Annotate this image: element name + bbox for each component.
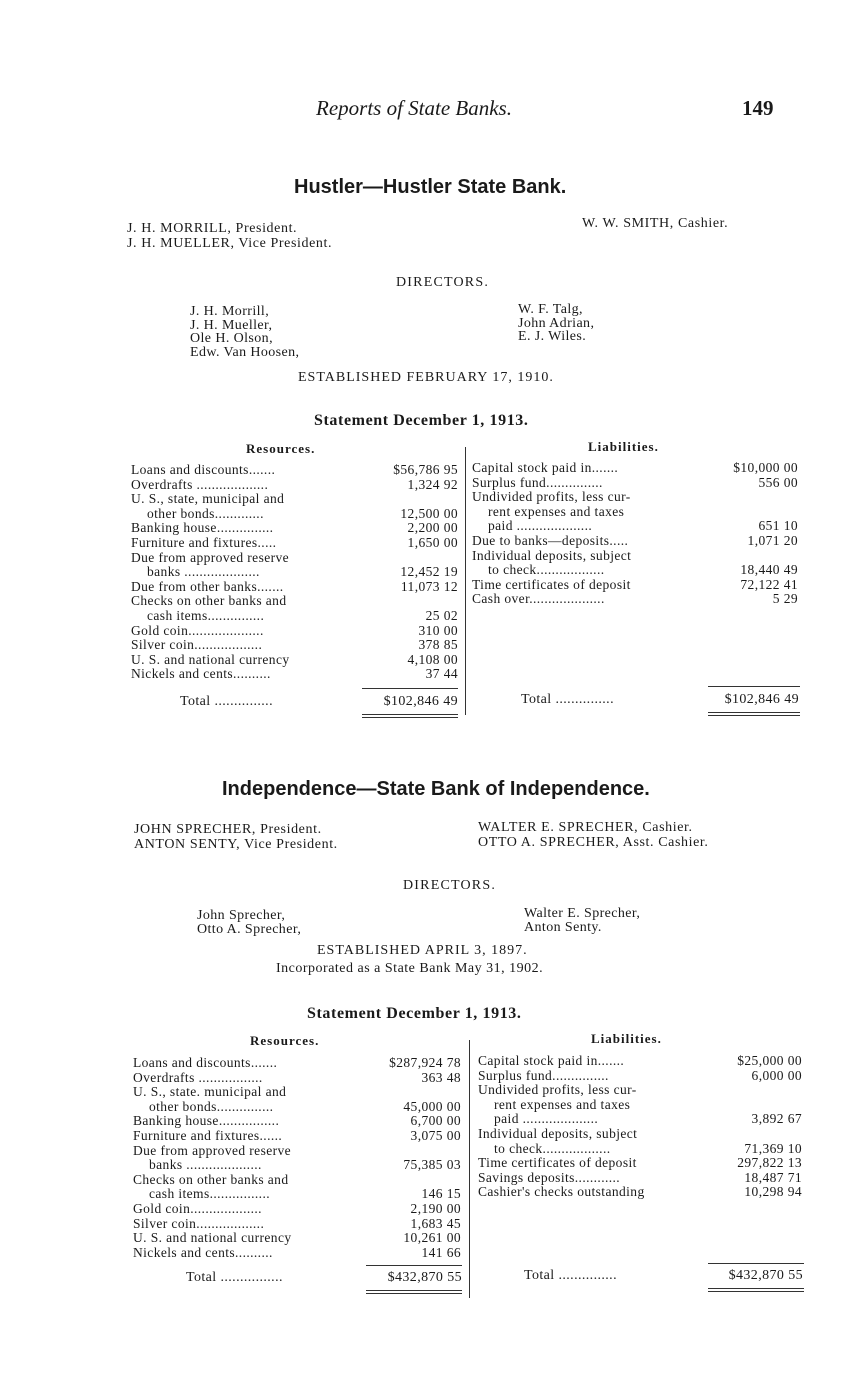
total-label: Total ............... bbox=[180, 694, 273, 709]
total-label: Total ............... bbox=[524, 1268, 617, 1283]
directors-left bbox=[190, 305, 299, 359]
row-amount: 146 15 bbox=[421, 1186, 461, 1202]
liabilities-heading: Liabilities. bbox=[588, 439, 659, 454]
row-label: Cashier's checks outstanding bbox=[478, 1184, 645, 1200]
bank-title: Hustler—Hustler State Bank. bbox=[294, 176, 567, 198]
table-row bbox=[133, 1231, 461, 1246]
sum-rule bbox=[366, 1265, 462, 1266]
table-row bbox=[133, 1144, 461, 1159]
row-amount: $25,000 00 bbox=[737, 1053, 802, 1068]
table-row bbox=[472, 534, 798, 549]
row-label: Nickels and cents.......... bbox=[133, 1244, 273, 1260]
row-label: other bonds............... bbox=[149, 1098, 274, 1114]
row-label: Banking house................ bbox=[133, 1113, 280, 1129]
row-label: Time certificates of deposit bbox=[478, 1155, 637, 1171]
row-amount: 1,071 20 bbox=[747, 532, 798, 548]
row-label: cash items............... bbox=[147, 607, 265, 623]
established-line: ESTABLISHED APRIL 3, 1897. bbox=[317, 943, 528, 958]
double-rule bbox=[362, 717, 458, 718]
director-name: Anton Senty. bbox=[524, 919, 602, 935]
row-amount: 75,385 03 bbox=[403, 1157, 461, 1173]
table-row bbox=[478, 1171, 802, 1186]
incorporated-line: Incorporated as a State Bank May 31, 1902. bbox=[276, 961, 544, 976]
row-amount: 10,261 00 bbox=[403, 1230, 461, 1246]
page-number: 149 bbox=[742, 96, 774, 120]
officers-right bbox=[478, 820, 709, 850]
table-row bbox=[131, 463, 458, 478]
table-row bbox=[478, 1054, 802, 1069]
liabilities-table bbox=[478, 1054, 802, 1200]
row-amount: 18,487 71 bbox=[744, 1169, 802, 1185]
row-amount: 12,500 00 bbox=[400, 505, 458, 521]
table-row bbox=[472, 549, 798, 564]
established-line: ESTABLISHED FEBRUARY 17, 1910. bbox=[298, 370, 554, 385]
liabilities-table bbox=[472, 461, 798, 607]
directors-right bbox=[524, 907, 640, 934]
directors-right bbox=[518, 303, 594, 344]
bank-title: Independence—State Bank of Independence. bbox=[222, 778, 650, 800]
director-name: E. J. Wiles. bbox=[518, 329, 587, 344]
resources-heading: Resources. bbox=[246, 441, 316, 456]
row-amount: 18,440 49 bbox=[740, 562, 798, 578]
resources-table bbox=[131, 463, 458, 682]
double-rule bbox=[366, 1290, 462, 1291]
row-amount: 11,073 12 bbox=[400, 578, 458, 594]
row-amount: 1,683 45 bbox=[410, 1215, 461, 1231]
officers-right bbox=[582, 216, 728, 231]
row-amount: 37 44 bbox=[425, 666, 458, 682]
officer-line: OTTO A. SPRECHER, Asst. Cashier. bbox=[478, 835, 709, 850]
table-row bbox=[133, 1246, 461, 1261]
row-label: rent expenses and taxes bbox=[494, 1096, 631, 1112]
directors-heading: DIRECTORS. bbox=[403, 878, 497, 893]
resources-heading: Resources. bbox=[250, 1033, 320, 1048]
row-label: Due from other banks....... bbox=[131, 578, 284, 594]
officer-line: JOHN SPRECHER, President. bbox=[134, 822, 322, 837]
director-name: W. F. Talg, bbox=[518, 302, 583, 317]
statement-title: Statement December 1, 1913. bbox=[314, 412, 529, 429]
table-row bbox=[131, 478, 458, 493]
officer-line: J. H. MUELLER, Vice President. bbox=[127, 236, 333, 251]
table-row bbox=[133, 1056, 461, 1071]
row-label: rent expenses and taxes bbox=[488, 503, 625, 519]
double-rule bbox=[708, 715, 800, 716]
row-label: to check.................. bbox=[488, 562, 605, 578]
row-amount: 10,298 94 bbox=[744, 1184, 802, 1200]
row-amount: 4,108 00 bbox=[407, 651, 458, 667]
row-amount: 5 29 bbox=[772, 591, 798, 607]
double-rule bbox=[708, 1288, 804, 1289]
row-label: Cash over.................... bbox=[472, 591, 605, 607]
row-label: Surplus fund............... bbox=[478, 1067, 609, 1083]
officer-line: W. W. SMITH, Cashier. bbox=[582, 216, 729, 231]
row-label: Undivided profits, less cur- bbox=[478, 1082, 637, 1098]
row-amount: 1,324 92 bbox=[407, 476, 458, 492]
table-row bbox=[131, 667, 458, 682]
row-amount: 378 85 bbox=[418, 637, 458, 653]
table-row bbox=[133, 1202, 461, 1217]
table-row bbox=[133, 1100, 461, 1115]
table-row bbox=[131, 594, 458, 609]
table-row bbox=[131, 521, 458, 536]
total-amount: $102,846 49 bbox=[383, 694, 458, 709]
row-label: Nickels and cents.......... bbox=[131, 666, 271, 682]
row-amount: 2,190 00 bbox=[410, 1200, 461, 1216]
row-label: U. S. and national currency bbox=[133, 1230, 292, 1246]
table-row bbox=[133, 1158, 461, 1173]
table-row bbox=[131, 638, 458, 653]
director-name: J. H. Morrill, bbox=[190, 304, 270, 319]
statement-title: Statement December 1, 1913. bbox=[307, 1005, 522, 1022]
row-amount: 12,452 19 bbox=[400, 564, 458, 580]
table-row bbox=[133, 1173, 461, 1188]
row-label: Gold coin.................... bbox=[131, 622, 264, 638]
table-row bbox=[133, 1217, 461, 1232]
directors-left bbox=[197, 909, 301, 936]
table-row bbox=[472, 461, 798, 476]
row-label: Individual deposits, subject bbox=[472, 547, 632, 563]
row-label: Loans and discounts....... bbox=[133, 1055, 278, 1070]
row-amount: 556 00 bbox=[758, 474, 798, 490]
double-rule bbox=[708, 1291, 804, 1292]
table-row bbox=[131, 507, 458, 522]
officer-line: J. H. MORRILL, President. bbox=[127, 221, 298, 236]
table-row bbox=[478, 1185, 802, 1200]
total-label: Total ................ bbox=[186, 1270, 283, 1285]
table-row bbox=[472, 578, 798, 593]
table-row bbox=[478, 1098, 802, 1113]
row-amount: 71,369 10 bbox=[744, 1140, 802, 1156]
row-amount: $287,924 78 bbox=[389, 1055, 461, 1070]
row-label: Silver coin.................. bbox=[131, 637, 263, 653]
row-label: Individual deposits, subject bbox=[478, 1125, 638, 1141]
double-rule bbox=[366, 1293, 462, 1294]
total-amount: $102,846 49 bbox=[724, 692, 799, 707]
directors-heading: DIRECTORS. bbox=[396, 275, 490, 290]
director-name: J. H. Mueller, bbox=[190, 317, 273, 333]
director-name: John Adrian, bbox=[518, 315, 595, 331]
table-row bbox=[131, 609, 458, 624]
row-label: Due from approved reserve bbox=[133, 1142, 292, 1158]
director-name: Ole H. Olson, bbox=[190, 331, 273, 346]
row-label: paid .................... bbox=[494, 1111, 599, 1127]
total-amount: $432,870 55 bbox=[387, 1270, 462, 1285]
row-amount: 651 10 bbox=[758, 518, 798, 534]
row-amount: 6,700 00 bbox=[410, 1113, 461, 1129]
table-row bbox=[478, 1156, 802, 1171]
row-amount: 1,650 00 bbox=[407, 534, 458, 550]
double-rule bbox=[362, 714, 458, 715]
table-row bbox=[131, 565, 458, 580]
director-name: Edw. Van Hoosen, bbox=[190, 344, 300, 360]
row-amount: 72,122 41 bbox=[740, 576, 798, 592]
row-amount: 25 02 bbox=[425, 607, 458, 623]
row-label: Furniture and fixtures...... bbox=[133, 1127, 283, 1143]
row-label: U. S., state, municipal and bbox=[131, 491, 285, 507]
total-label: Total ............... bbox=[521, 692, 614, 707]
table-row bbox=[472, 592, 798, 607]
row-amount: 297,822 13 bbox=[737, 1155, 802, 1171]
table-row bbox=[478, 1112, 802, 1127]
table-row bbox=[472, 519, 798, 534]
row-amount: 363 48 bbox=[421, 1069, 461, 1085]
running-title: Reports of State Banks. bbox=[316, 96, 512, 120]
officers-left bbox=[134, 822, 338, 852]
row-label: banks .................... bbox=[147, 564, 260, 580]
row-label: Savings deposits............ bbox=[478, 1169, 621, 1185]
row-label: Capital stock paid in....... bbox=[478, 1053, 625, 1068]
table-row bbox=[478, 1083, 802, 1098]
row-amount: 2,200 00 bbox=[407, 520, 458, 536]
row-label: Capital stock paid in....... bbox=[472, 460, 619, 475]
row-label: Furniture and fixtures..... bbox=[131, 534, 277, 550]
table-row bbox=[133, 1187, 461, 1202]
row-label: Surplus fund............... bbox=[472, 474, 603, 490]
officers-left bbox=[127, 221, 332, 251]
sum-rule bbox=[708, 686, 800, 687]
table-row bbox=[478, 1069, 802, 1084]
table-row bbox=[472, 505, 798, 520]
liabilities-heading: Liabilities. bbox=[591, 1031, 662, 1046]
director-name: John Sprecher, bbox=[197, 908, 286, 923]
row-label: Silver coin.................. bbox=[133, 1215, 265, 1231]
table-row bbox=[131, 653, 458, 668]
row-amount: 310 00 bbox=[418, 622, 458, 638]
table-row bbox=[133, 1071, 461, 1086]
row-label: other bonds............. bbox=[147, 505, 264, 521]
double-rule bbox=[708, 712, 800, 713]
table-row bbox=[133, 1114, 461, 1129]
officer-line: WALTER E. SPRECHER, Cashier. bbox=[478, 820, 693, 835]
total-amount: $432,870 55 bbox=[728, 1268, 803, 1283]
row-label: Time certificates of deposit bbox=[472, 576, 631, 592]
resources-table bbox=[133, 1056, 461, 1260]
row-label: Gold coin................... bbox=[133, 1200, 262, 1216]
row-label: Checks on other banks and bbox=[133, 1171, 289, 1187]
row-label: Checks on other banks and bbox=[131, 593, 287, 609]
row-label: Due from approved reserve bbox=[131, 549, 290, 565]
row-amount: 3,075 00 bbox=[410, 1127, 461, 1143]
row-label: U. S., state. municipal and bbox=[133, 1084, 287, 1100]
table-row bbox=[478, 1142, 802, 1157]
row-label: to check.................. bbox=[494, 1140, 611, 1156]
row-label: Overdrafts ................. bbox=[133, 1069, 263, 1085]
row-label: paid .................... bbox=[488, 518, 593, 534]
director-name: Otto A. Sprecher, bbox=[197, 921, 302, 937]
row-label: Undivided profits, less cur- bbox=[472, 489, 631, 505]
sum-rule bbox=[708, 1263, 804, 1264]
row-label: Loans and discounts....... bbox=[131, 462, 276, 477]
row-label: Banking house............... bbox=[131, 520, 274, 536]
director-name: Walter E. Sprecher, bbox=[524, 906, 641, 921]
table-row bbox=[131, 580, 458, 595]
sum-rule bbox=[362, 688, 458, 689]
table-row bbox=[472, 476, 798, 491]
table-row bbox=[133, 1129, 461, 1144]
row-label: Overdrafts ................... bbox=[131, 476, 269, 492]
table-row bbox=[478, 1127, 802, 1142]
row-amount: $56,786 95 bbox=[393, 462, 458, 477]
column-divider bbox=[465, 447, 466, 715]
table-row bbox=[472, 563, 798, 578]
table-row bbox=[133, 1085, 461, 1100]
column-divider bbox=[469, 1040, 470, 1298]
row-label: cash items................ bbox=[149, 1186, 271, 1202]
row-amount: 6,000 00 bbox=[751, 1067, 802, 1083]
row-amount: 45,000 00 bbox=[403, 1098, 461, 1114]
row-amount: $10,000 00 bbox=[733, 460, 798, 475]
row-label: Due to banks—deposits..... bbox=[472, 532, 629, 548]
row-label: banks .................... bbox=[149, 1157, 262, 1173]
table-row bbox=[131, 492, 458, 507]
officer-line: ANTON SENTY, Vice President. bbox=[134, 837, 338, 852]
row-label: U. S. and national currency bbox=[131, 651, 290, 667]
row-amount: 141 66 bbox=[421, 1244, 461, 1260]
table-row bbox=[472, 490, 798, 505]
table-row bbox=[131, 624, 458, 639]
row-amount: 3,892 67 bbox=[751, 1111, 802, 1127]
table-row bbox=[131, 551, 458, 566]
table-row bbox=[131, 536, 458, 551]
